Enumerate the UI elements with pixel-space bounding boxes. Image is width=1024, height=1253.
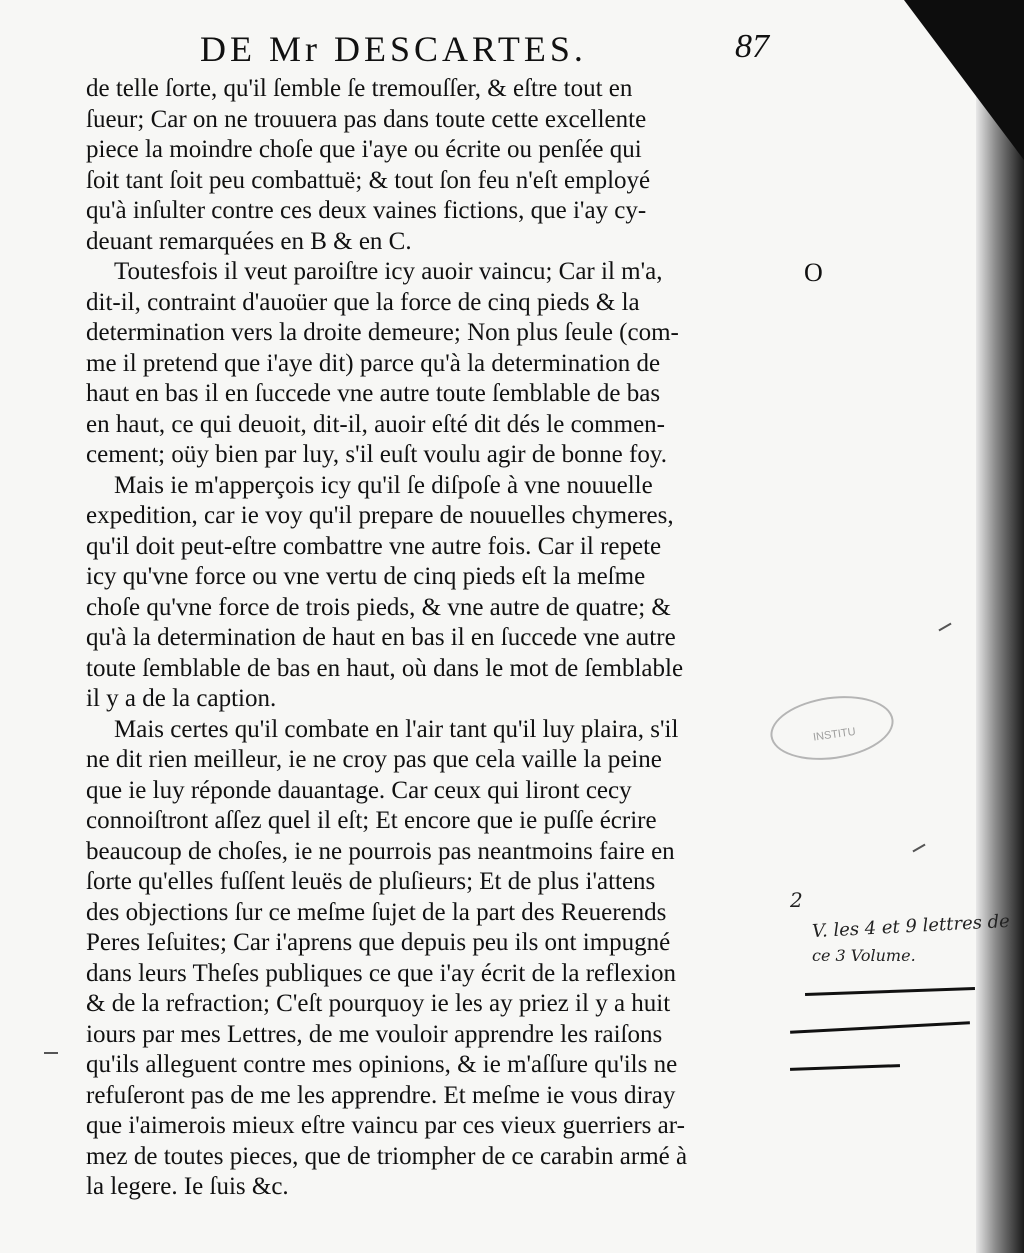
text-line: mez de toutes pieces, que de triompher de ce carabin armé à <box>86 1142 688 1170</box>
text-line: refuſeront pas de me les apprendre. Et meſme ie vous diray <box>86 1081 676 1109</box>
text-line: qu'ils alleguent contre mes opinions, & ie m'aſſure qu'ils ne <box>86 1051 678 1078</box>
text-line: Mais certes qu'il combate en l'air tant qu'il luy plaira, s'il <box>114 715 679 743</box>
stamp-text: INSTITU <box>812 725 857 744</box>
text-line: ſueur; Car on ne trouuera pas dans toute cette excellente <box>86 105 647 133</box>
text-line: qu'à la determination de haut en bas il en ſuccede vne autre <box>86 624 676 651</box>
text-line: ſoit tant ſoit peu combattuë; & tout ſon feu n'eſt employé <box>86 166 651 194</box>
text-line: qu'à inſulter contre ces deux vaines fictions, que i'ay cy- <box>86 197 647 224</box>
handwritten-note-line2: ce 3 Volume. <box>812 946 916 965</box>
text-line: qu'il doit peut-eſtre combattre vne autre fois. Car il repete <box>86 532 662 560</box>
handwritten-note-number: 2 <box>790 888 803 912</box>
text-line: la legere. Ie ſuis &c. <box>86 1173 289 1200</box>
text-line: toute ſemblable de bas en haut, où dans le mot de ſemblable <box>86 654 684 682</box>
text-line: deuant remarquées en B & en C. <box>86 227 412 255</box>
text-line: Peres Ieſuites; Car i'aprens que depuis peu ils ont impugné <box>86 929 671 956</box>
text-line: Mais ie m'apperçois icy qu'il ſe diſpoſe à vne nouuelle <box>114 471 653 499</box>
running-header <box>200 28 769 70</box>
handwritten-strikethrough <box>790 1021 970 1033</box>
text-line: & de la refraction; C'eſt pourquoy ie les ay priez il y a huit <box>86 990 671 1017</box>
page-corner <box>904 0 1024 160</box>
text-line: me il pretend que i'aye dit) parce qu'à la determination de <box>86 349 661 377</box>
library-stamp <box>766 689 897 768</box>
margin-letter: O <box>804 258 823 287</box>
text-line: de telle ſorte, qu'il ſemble ſe tremouſſer, & eſtre tout en <box>86 75 633 102</box>
text-line: determination vers la droite demeure; Non plus ſeule (com- <box>86 319 679 346</box>
text-line: cement; oüy bien par luy, s'il euſt voulu agir de bonne foy. <box>86 441 667 468</box>
text-line: haut en bas il en ſuccede vne autre toute ſemblable de bas <box>86 380 661 407</box>
handwritten-strikethrough <box>805 987 975 996</box>
margin-mark <box>912 844 925 853</box>
header-title: DE Mr DESCARTES. <box>200 29 587 69</box>
text-line: dit-il, contraint d'auoüer que la force de cinq pieds & la <box>86 288 640 316</box>
text-line: choſe qu'vne force de trois pieds, & vne autre de quatre; & <box>86 593 671 621</box>
text-line: que i'aimerois mieux eſtre vaincu par ces vieux guerriers ar- <box>86 1112 685 1139</box>
text-line: icy qu'vne force ou vne vertu de cinq pieds eſt la meſme <box>86 563 646 590</box>
text-line: ſorte qu'elles fuſſent leuës de pluſieurs; Et de plus i'attens <box>86 868 656 895</box>
page-edge-shadow <box>976 0 1024 1253</box>
text-line: en haut, ce qui deuoit, dit-il, auoir eſté dit dés le commen- <box>86 410 665 438</box>
body-text <box>86 74 776 1203</box>
margin-mark <box>44 1052 58 1054</box>
handwritten-note-line1: V. les 4 et 9 lettres de <box>811 910 1011 943</box>
text-line: beaucoup de choſes, ie ne pourrois pas neantmoins faire en <box>86 837 675 865</box>
text-line: piece la moindre choſe que i'aye ou écrite ou penſée qui <box>86 136 642 163</box>
text-line: que ie luy réponde dauantage. Car ceux qui liront cecy <box>86 776 632 804</box>
page-number: 87 <box>735 28 769 65</box>
text-line: expedition, car ie voy qu'il prepare de nouuelles chymeres, <box>86 502 674 529</box>
text-line: Toutesfois il veut paroiſtre icy auoir vaincu; Car il m'a, <box>114 258 663 285</box>
margin-mark <box>938 623 951 632</box>
text-line: ne dit rien meilleur, ie ne croy pas que cela vaille la peine <box>86 746 662 773</box>
handwritten-strikethrough <box>790 1064 900 1071</box>
text-line: iours par mes Lettres, de me vouloir apprendre les raiſons <box>86 1020 663 1048</box>
text-line: dans leurs Theſes publiques ce que i'ay écrit de la reflexion <box>86 959 676 987</box>
text-line: des objections ſur ce meſme ſujet de la part des Reuerends <box>86 898 667 926</box>
text-line: il y a de la caption. <box>86 685 277 712</box>
text-line: connoiſtront aſſez quel il eſt; Et encore que ie puſſe écrire <box>86 807 657 834</box>
